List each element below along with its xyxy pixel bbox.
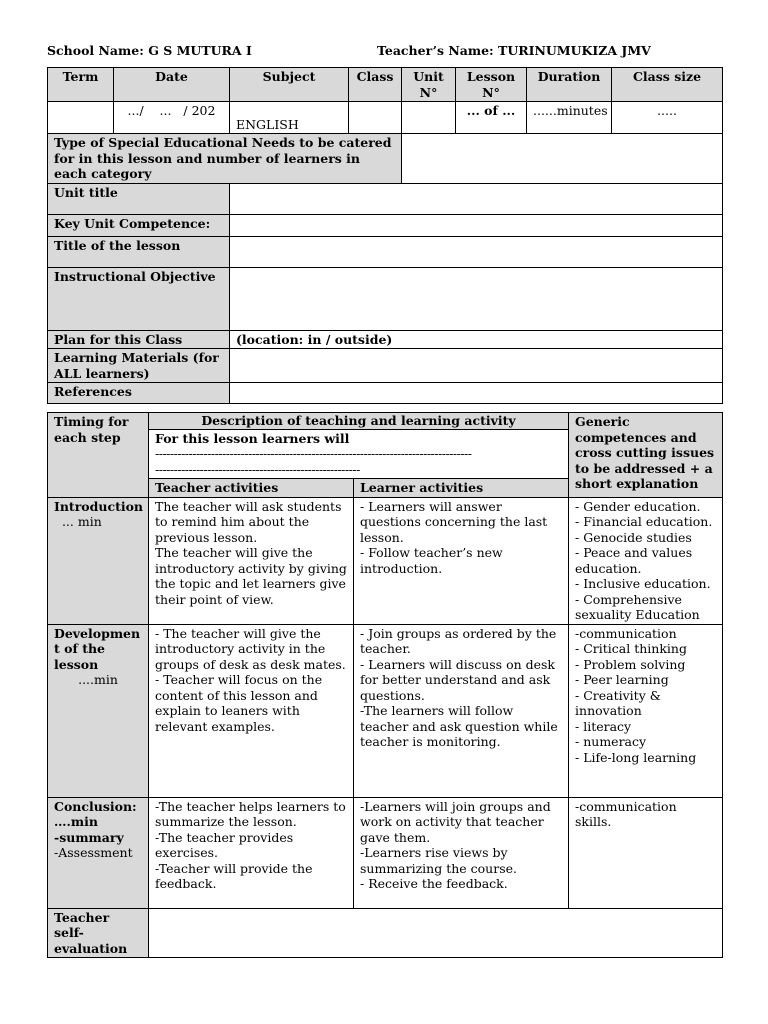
plan-label: Plan for this Class	[48, 330, 230, 349]
special-needs-label: Type of Special Educational Needs to be catered for in this lesson and number of learners in each category	[48, 134, 402, 184]
step-time: ....min	[78, 672, 118, 687]
competences: -communication - Critical thinking - Problem solving - Peer learning - Creativity & innovation - literacy - numeracy - Life-long learning	[569, 624, 723, 797]
special-needs-value	[402, 134, 723, 184]
teacher-name	[377, 43, 651, 58]
timing-header: Timing for each step	[48, 413, 149, 498]
col-header-lesson: Lesson N°	[456, 68, 527, 102]
col-header-class-size: Class size	[612, 68, 723, 102]
self-evaluation-label: Teacher self-evaluation	[48, 908, 149, 958]
lesson-info-table	[47, 67, 723, 404]
step-label: Introduction	[54, 498, 144, 514]
dash-line-2: -------------------------------------------------------	[155, 461, 360, 477]
school-name	[47, 43, 252, 58]
plan-value: (location: in / outside)	[230, 330, 723, 349]
step-time: ... min	[54, 514, 102, 529]
unit-title-label: Unit title	[48, 183, 230, 214]
school-label: School Name:	[47, 43, 144, 58]
step-cell	[48, 497, 149, 624]
references-label: References	[48, 383, 230, 404]
dash-line-1: -------------------------------------------------------------------------------------	[155, 446, 472, 461]
learner-activity: - Join groups as ordered by the teacher. - Learners will discuss on desk for better understand and ask questions. -The learners will follow teacher and ask question while teacher is monitoring.	[354, 624, 569, 797]
step-label: Developmen t of the lesson	[54, 625, 141, 672]
objective-label: Instructional Objective	[48, 267, 230, 330]
lesson-intro: For this lesson learners will	[155, 430, 350, 446]
key-competence-value	[230, 214, 723, 236]
class-value	[349, 102, 402, 134]
document-header	[47, 43, 727, 61]
references-value	[230, 383, 723, 404]
key-competence-label: Key Unit Competence:	[48, 214, 230, 236]
col-header-class: Class	[349, 68, 402, 102]
learner-activity: -Learners will join groups and work on activity that teacher gave them. -Learners rise views by summarizing the course. - Receive the feedback.	[354, 797, 569, 908]
teacher-label: Teacher’s Name:	[377, 43, 494, 58]
unit-title-value	[230, 183, 723, 214]
competences-header: Generic competences and cross cutting issues to be addressed + a short explanation	[569, 413, 723, 498]
lesson-title-value	[230, 236, 723, 267]
teacher-activity: - The teacher will give the introductory activity in the groups of desk as desk mates. - Teacher will focus on the content of this lesson and explain to leaners with relevant examples.	[149, 624, 354, 797]
materials-label: Learning Materials (for ALL learners)	[48, 349, 230, 383]
step-cell	[48, 797, 149, 908]
description-cell	[149, 413, 569, 479]
teacher-activities-header: Teacher activities	[149, 479, 354, 498]
self-evaluation-value	[149, 908, 723, 958]
learner-activity: - Learners will answer questions concerning the last lesson. - Follow teacher’s new introduction.	[354, 497, 569, 624]
table-row	[48, 797, 723, 908]
table-row	[48, 497, 723, 624]
table-row	[48, 624, 723, 797]
col-header-term: Term	[48, 68, 114, 102]
lesson-title-label: Title of the lesson	[48, 236, 230, 267]
description-header: Description of teaching and learning activity	[149, 413, 568, 430]
col-header-duration: Duration	[527, 68, 612, 102]
term-value	[48, 102, 114, 134]
activity-table	[47, 412, 723, 958]
duration-value: ......minutes	[527, 102, 612, 134]
unit-value	[402, 102, 456, 134]
objective-value	[230, 267, 723, 330]
col-header-date: Date	[114, 68, 230, 102]
teacher-value: TURINUMUKIZA JMV	[498, 43, 651, 58]
school-value: G S MUTURA I	[148, 43, 252, 58]
date-value: .../ ... / 202	[114, 102, 230, 134]
lesson-number-value: ... of ...	[456, 102, 527, 134]
learner-activities-header: Learner activities	[354, 479, 569, 498]
competences: - Gender education. - Financial education. - Genocide studies - Peace and values education. - Inclusive education. - Comprehensive sexuality Education	[569, 497, 723, 624]
teacher-activity: -The teacher helps learners to summarize the lesson. -The teacher provides exercises. -Teacher will provide the feedback.	[149, 797, 354, 908]
col-header-unit: Unit N°	[402, 68, 456, 102]
step-cell	[48, 624, 149, 797]
teacher-activity: The teacher will ask students to remind him about the previous lesson. The teacher will give the introductory activity by giving the topic and let learners give their point of view.	[149, 497, 354, 624]
col-header-subject: Subject	[230, 68, 349, 102]
competences: -communication skills.	[569, 797, 723, 908]
step-label: Conclusion: ….min -summary	[54, 798, 137, 845]
step-time: -Assessment	[54, 845, 133, 860]
materials-value	[230, 349, 723, 383]
subject-value: ENGLISH	[230, 102, 349, 134]
class-size-value: .....	[612, 102, 723, 134]
